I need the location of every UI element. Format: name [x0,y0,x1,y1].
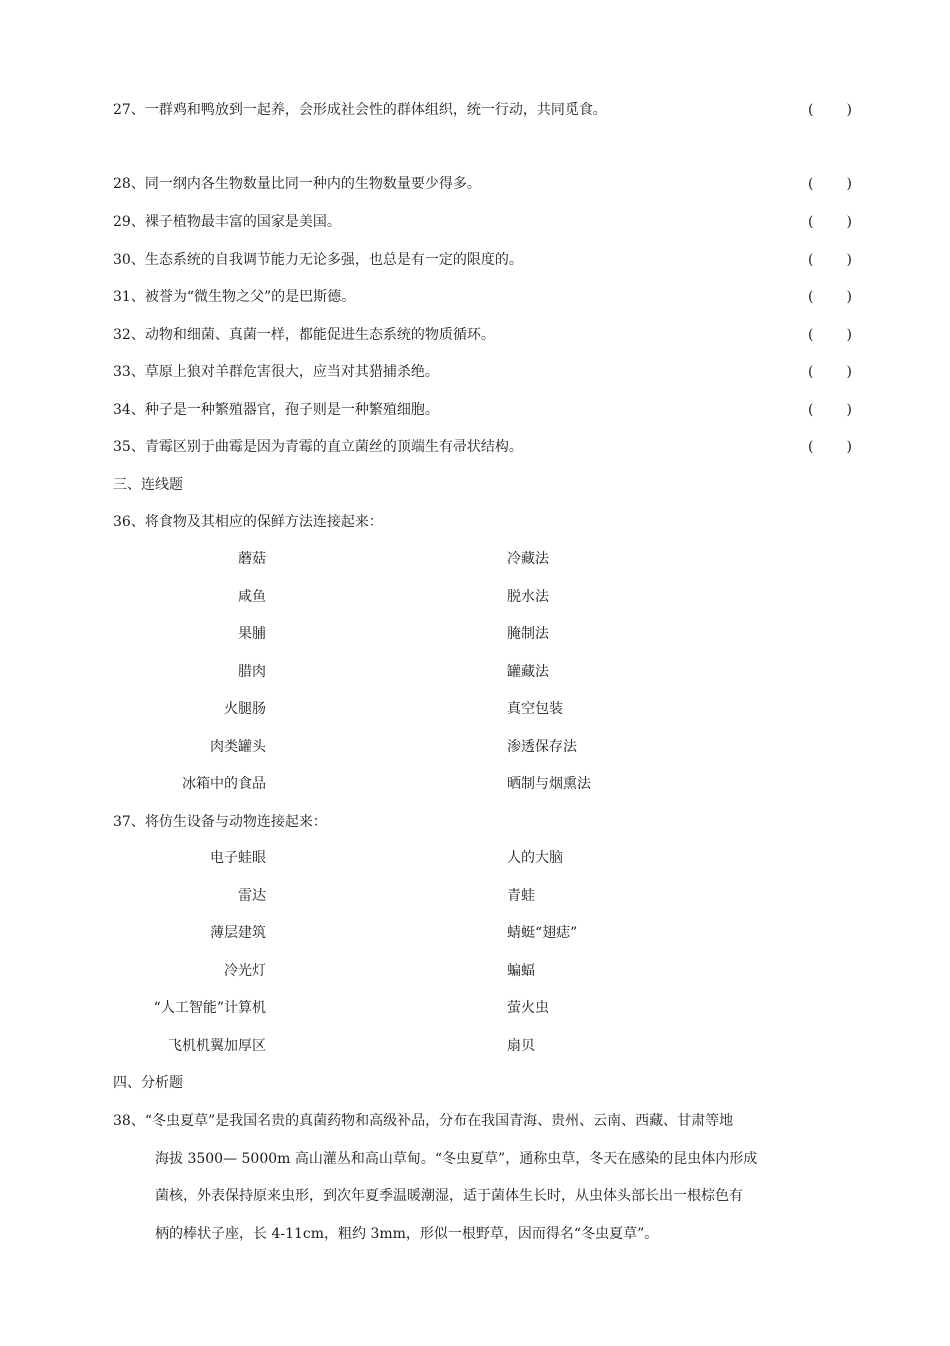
question-33: 33、草原上狼对羊群危害很大，应当对其猎捕杀绝。 [113,364,439,380]
question-27: 27、一群鸡和鸭放到一起养，会形成社会性的群体组织，统一行动，共同觅食。 [113,102,607,118]
q37-right-item: 蝙蝠 [507,963,535,979]
answer-bracket-29: ( ) [808,214,852,230]
q36-right-item: 晒制与烟熏法 [507,776,591,792]
question-32: 32、动物和细菌、真菌一样，都能促进生态系统的物质循环。 [113,327,495,343]
q37-left-item: 飞机机翼加厚区 [168,1038,266,1054]
question-29: 29、裸子植物最丰富的国家是美国。 [113,214,341,230]
q37-right-item: 青蛙 [507,888,535,904]
section-heading-analysis: 四、分析题 [113,1075,183,1091]
question-37-title: 37、将仿生设备与动物连接起来： [113,814,327,830]
question-38-line: 38、“冬虫夏草”是我国名贵的真菌药物和高级补品，分布在我国青海、贵州、云南、西藏、甘肃等地 [113,1113,734,1129]
q36-right-item: 腌制法 [507,626,549,642]
q37-right-item: 萤火虫 [507,1000,549,1016]
answer-bracket-33: ( ) [808,364,852,380]
q37-left-item: 薄层建筑 [210,925,266,941]
q36-left-item: 火腿肠 [224,701,266,717]
q37-left-item: 雷达 [238,888,266,904]
q37-right-item: 人的大脑 [507,850,563,866]
q37-right-item: 蜻蜓“翅痣” [507,925,578,941]
q37-left-item: 冷光灯 [224,963,266,979]
q36-right-item: 罐藏法 [507,664,549,680]
section-heading-matching: 三、连线题 [113,477,183,493]
q36-left-item: 冰箱中的食品 [182,776,266,792]
question-28: 28、同一纲内各生物数量比同一种内的生物数量要少得多。 [113,176,481,192]
answer-bracket-27: ( ) [808,102,852,118]
q36-right-item: 渗透保存法 [507,739,577,755]
question-34: 34、种子是一种繁殖器官，孢子则是一种繁殖细胞。 [113,402,439,418]
question-35: 35、青霉区别于曲霉是因为青霉的直立菌丝的顶端生有帚状结构。 [113,439,523,455]
question-38-line: 柄的棒状子座，长 4-11cm，粗约 3mm，形似一根野草，因而得名“冬虫夏草”。 [155,1226,659,1242]
q37-left-item: 电子蛙眼 [210,850,266,866]
q37-right-item: 扇贝 [507,1038,535,1054]
question-38-line: 菌核，外表保持原来虫形，到次年夏季温暖潮湿，适于菌体生长时，从虫体头部长出一根棕色有 [155,1188,743,1204]
q36-left-item: 果脯 [238,626,266,642]
q36-left-item: 肉类罐头 [210,739,266,755]
answer-bracket-28: ( ) [808,176,852,192]
question-36-title: 36、将食物及其相应的保鲜方法连接起来： [113,514,383,530]
answer-bracket-31: ( ) [808,289,852,305]
answer-bracket-34: ( ) [808,402,852,418]
question-38-line: 海拔 3500— 5000m 高山灌丛和高山草甸。“冬虫夏草”，通称虫草，冬天在感染的昆虫体内形成 [155,1151,758,1167]
q36-left-item: 腊肉 [238,664,266,680]
answer-bracket-35: ( ) [808,439,852,455]
answer-bracket-30: ( ) [808,252,852,268]
question-31: 31、被誉为“微生物之父”的是巴斯德。 [113,289,356,305]
q36-right-item: 冷藏法 [507,551,549,567]
q36-right-item: 脱水法 [507,589,549,605]
q36-left-item: 咸鱼 [238,589,266,605]
answer-bracket-32: ( ) [808,327,852,343]
q36-right-item: 真空包装 [507,701,563,717]
q36-left-item: 蘑菇 [238,551,266,567]
question-30: 30、生态系统的自我调节能力无论多强，也总是有一定的限度的。 [113,252,523,268]
q37-left-item: “人工智能”计算机 [153,1000,266,1016]
